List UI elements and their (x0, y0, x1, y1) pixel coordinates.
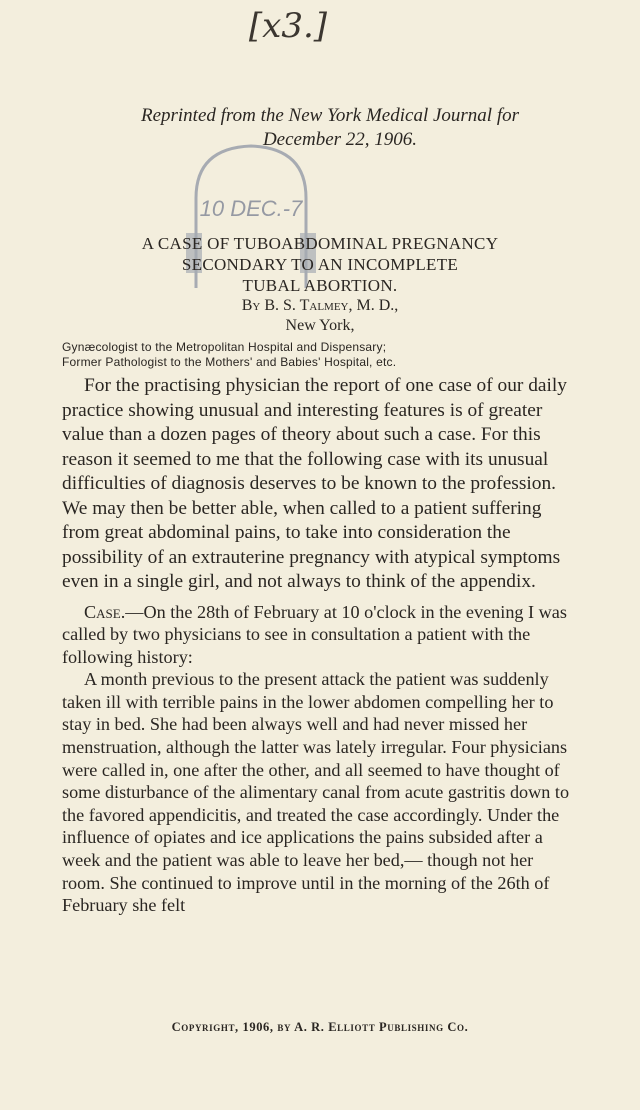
article-title (30, 233, 610, 296)
copyright-notice: Copyright, 1906, by A. R. Elliott Publishing Co. (171, 1020, 469, 1034)
title-line-1: A CASE OF TUBOABDOMINAL PREGNANCY (141, 234, 499, 253)
paragraph-case (62, 601, 576, 669)
case-label: Case. (84, 601, 126, 622)
author-name: By B. S. Talmey, M. D., (241, 297, 399, 314)
reprint-line-1: Reprinted from the New York Medical Journal for (140, 105, 520, 126)
title-line-3: TUBAL ABORTION. (242, 276, 398, 295)
affiliation-line-2: Former Pathologist to the Mothers' and Babies' Hospital, etc. (62, 355, 397, 369)
handwritten-note: [x3.] (248, 6, 328, 46)
paragraph-intro: For the practising physician the report of one case of our daily practice showing unusual and interesting features is of greater value than a dozen pages of theory about such a case. For this reason it seemed to me that the following case with its unusual difficulties of diagnosis deserves to be known to the profession. We may then be better able, when called to a patient suffering from great abdominal pains, to take into consideration the possibility of an extrauterine pregnancy with atypical symptoms even in a single girl, and not always to think of the appendix. (62, 375, 568, 592)
affiliation-line-1: Gynæcologist to the Metropolitan Hospital and Dispensary; (62, 340, 387, 354)
author-byline (30, 296, 610, 336)
author-city: New York, (285, 317, 355, 334)
stamp-date-text: 10 DEC.-7 (199, 196, 303, 221)
reprint-notice (30, 104, 630, 152)
reprint-line-2: December 22, 1906. (262, 129, 418, 150)
title-line-2: SECONDARY TO AN INCOMPLETE (181, 255, 459, 274)
paragraph-history: A month previous to the present attack the patient was suddenly taken ill with terrible pains in the lower abdomen compelling her to stay in bed. She had been always well and had never missed her menstruation, although the latter was lately irregular. Four physicians were called in, one after the other, and all seemed to have thought of some disturbance of the alimentary canal from acute gastritis down to the favored appendicitis, and treated the case accordingly. Under the influence of opiates and ice applications the pains subsided after a week and the patient was able to leave her bed,— though not her room. She continued to improve until in the morning of the 26th of February she felt (62, 669, 570, 916)
author-affiliation (62, 340, 602, 370)
article-body (62, 374, 576, 917)
case-text: —On the 28th of February at 10 o'clock in the evening I was called by two physicians to see in consultation a patient with the following history: (62, 601, 567, 667)
